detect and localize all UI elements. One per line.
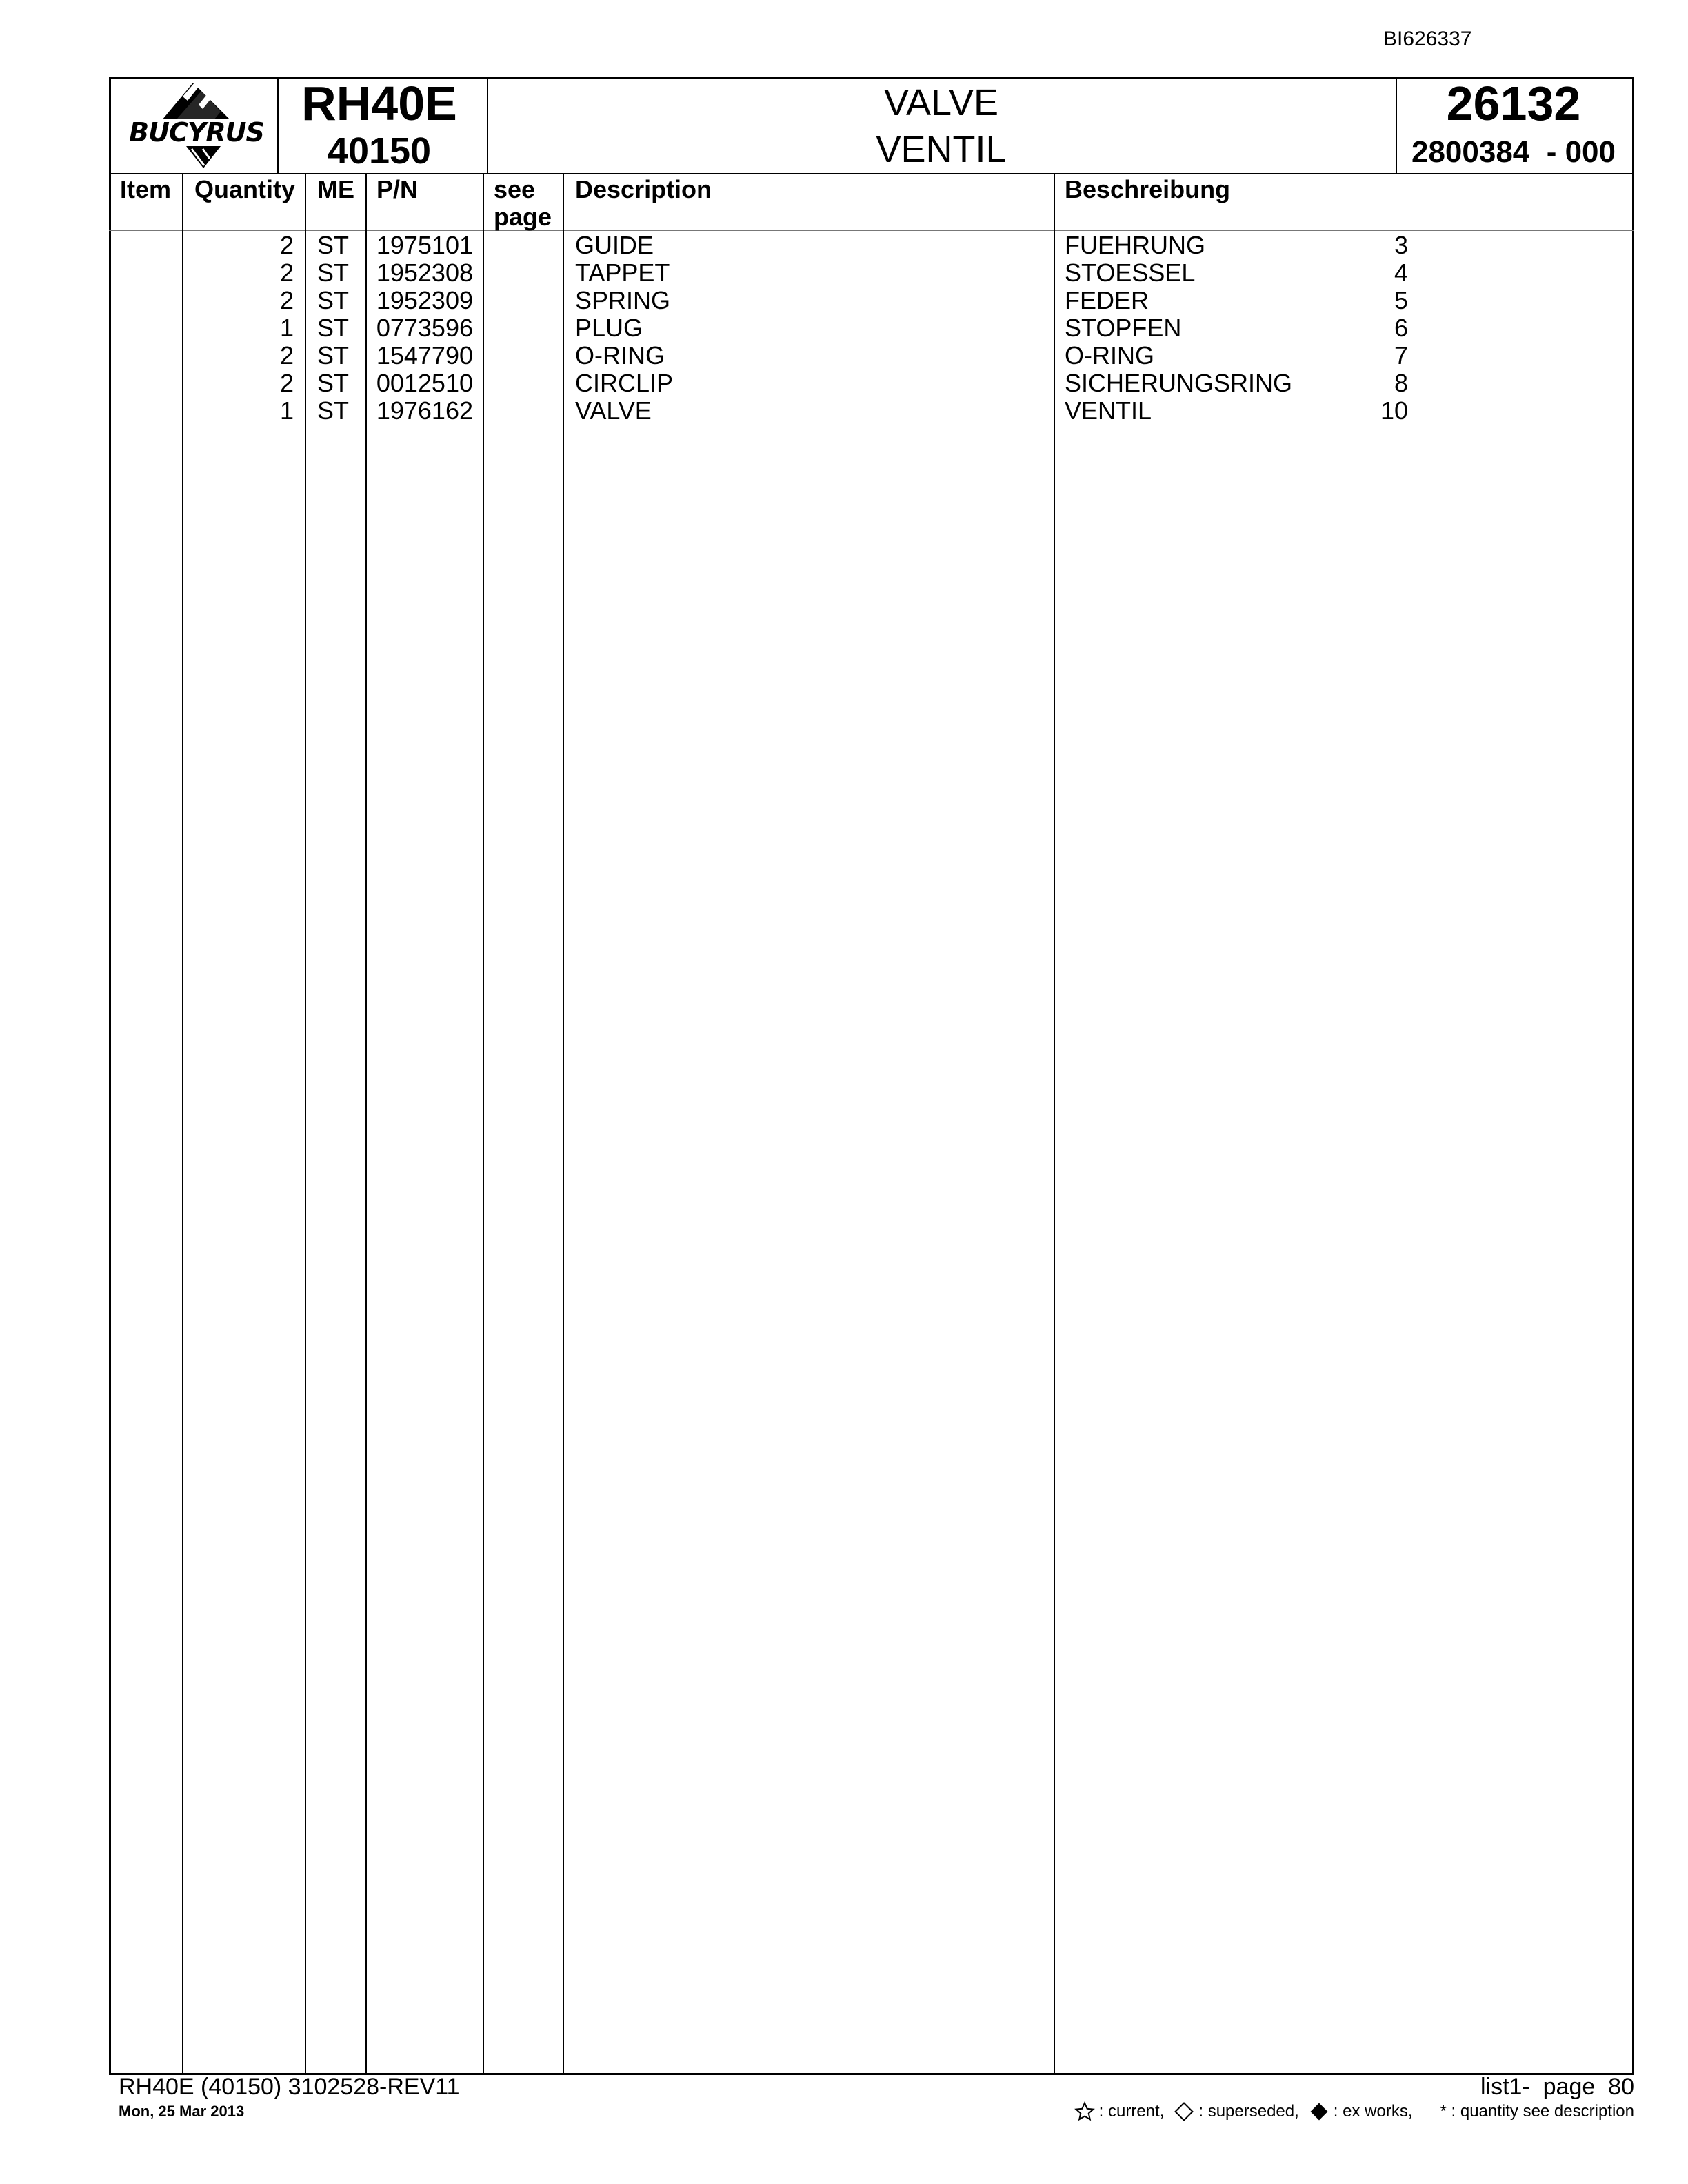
- cell-quantity: 2: [279, 341, 294, 370]
- cell-me: ST: [317, 286, 350, 314]
- footer-page: list1- page 80: [1480, 2074, 1634, 2100]
- cell-pn: 0773596: [376, 314, 473, 342]
- cell-description: GUIDE: [575, 231, 654, 259]
- header-divider: [109, 173, 1634, 174]
- col-divider-pn: [483, 174, 484, 2074]
- group-part-number: 2800384 - 000: [1411, 135, 1616, 169]
- group-number: 26132: [1446, 77, 1581, 130]
- cell-me: ST: [317, 369, 350, 397]
- cell-quantity: 1: [279, 396, 294, 425]
- cell-me: ST: [317, 259, 350, 287]
- cell-quantity: 1: [279, 314, 294, 342]
- cell-beschreibung: FUEHRUNG: [1065, 231, 1205, 259]
- cell-beschreibung: SICHERUNGSRING: [1065, 369, 1293, 397]
- cell-quantity: 2: [279, 286, 294, 314]
- cell-description: CIRCLIP: [575, 369, 674, 397]
- footer-doc-ref: RH40E (40150) 3102528-REV11: [119, 2074, 460, 2100]
- diamond-outline-icon: [1174, 2101, 1194, 2122]
- legend-superseded: : superseded,: [1198, 2102, 1299, 2121]
- star-outline-icon: [1074, 2101, 1095, 2122]
- col-header-see: see: [494, 175, 536, 203]
- cell-pn: 0012510: [376, 369, 473, 397]
- col-divider-qty: [305, 174, 306, 2074]
- logo-text: BUCYRUS: [129, 117, 264, 148]
- legend-current: : current,: [1098, 2102, 1165, 2121]
- col-header-beschreibung: Beschreibung: [1065, 175, 1231, 203]
- col-header-pn: P/N: [376, 175, 419, 203]
- cell-quantity: 2: [279, 259, 294, 287]
- cell-beschreibung: O-RING: [1065, 341, 1154, 370]
- col-header-page: page: [494, 203, 552, 231]
- col-divider-item: [182, 174, 183, 2074]
- cell-beschreibung: VENTIL: [1065, 396, 1152, 425]
- cell-me: ST: [317, 396, 350, 425]
- col-header-item: Item: [120, 175, 172, 203]
- cell-me: ST: [317, 314, 350, 342]
- header-divider-3: [1396, 77, 1397, 174]
- cell-item: 10: [1380, 396, 1408, 425]
- cell-description: TAPPET: [575, 259, 670, 287]
- legend-exworks: : ex works,: [1333, 2102, 1413, 2121]
- title-english: VALVE: [883, 82, 999, 123]
- cell-description: SPRING: [575, 286, 671, 314]
- title-german: VENTIL: [876, 129, 1007, 170]
- cell-quantity: 2: [279, 231, 294, 259]
- cell-quantity: 2: [279, 369, 294, 397]
- cell-item: 4: [1394, 259, 1408, 287]
- cell-beschreibung: STOPFEN: [1065, 314, 1182, 342]
- cell-pn: 1975101: [376, 231, 473, 259]
- cell-item: 7: [1394, 341, 1408, 370]
- col-divider-me: [365, 174, 367, 2074]
- cell-description: O-RING: [575, 341, 665, 370]
- col-divider-seepage: [563, 174, 564, 2074]
- cell-pn: 1547790: [376, 341, 473, 370]
- model-number: 40150: [327, 130, 432, 172]
- cell-me: ST: [317, 231, 350, 259]
- cell-item: 3: [1394, 231, 1408, 259]
- diamond-filled-icon: [1309, 2101, 1329, 2122]
- col-divider-desc: [1054, 174, 1055, 2074]
- cell-beschreibung: STOESSEL: [1065, 259, 1196, 287]
- legend-quantity: * : quantity see description: [1440, 2102, 1634, 2121]
- model-name: RH40E: [301, 77, 457, 130]
- col-header-description: Description: [575, 175, 712, 203]
- legend: [1074, 2101, 1634, 2122]
- footer-date: Mon, 25 Mar 2013: [119, 2103, 245, 2120]
- header-divider-2: [487, 77, 488, 174]
- cell-pn: 1976162: [376, 396, 473, 425]
- document-id: BI626337: [1383, 28, 1472, 50]
- col-header-me: ME: [317, 175, 354, 203]
- cell-item: 8: [1394, 369, 1408, 397]
- cell-description: VALVE: [575, 396, 652, 425]
- cell-beschreibung: FEDER: [1065, 286, 1149, 314]
- cell-description: PLUG: [575, 314, 643, 342]
- col-header-quantity: Quantity: [194, 175, 296, 203]
- bucyrus-logo: [117, 77, 276, 174]
- cell-item: 5: [1394, 286, 1408, 314]
- cell-me: ST: [317, 341, 350, 370]
- cell-pn: 1952309: [376, 286, 473, 314]
- cell-pn: 1952308: [376, 259, 473, 287]
- cell-item: 6: [1394, 314, 1408, 342]
